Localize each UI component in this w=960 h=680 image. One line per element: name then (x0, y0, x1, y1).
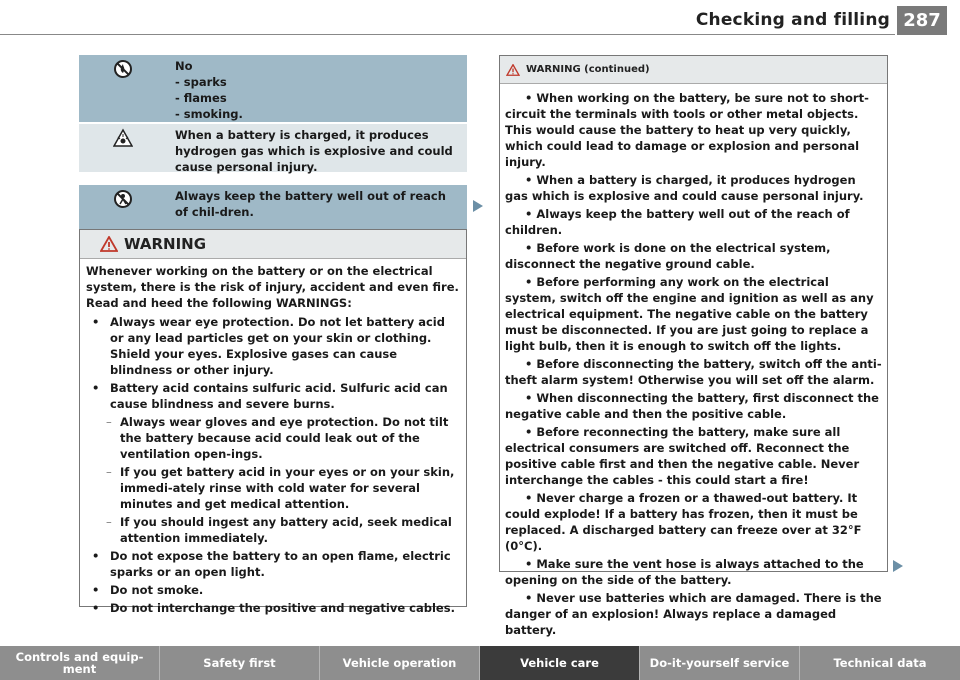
list-subitem: – If you should ingest any battery acid, seek medical attention immediately. (106, 515, 452, 545)
list-item: • Before reconnecting the battery, make sure all electrical consumers are switched off. Reconnect the positive cable first and then the negative cable. Never interchange the cables - this could start a fire! (505, 425, 860, 487)
warning-body (80, 259, 466, 616)
list-item: • When working on the battery, be sure not to short-circuit the terminals with tools or other metal objects. This would cause the battery to heat up very quickly, which could lead to damage or explosion and personal injury. (505, 91, 869, 169)
warning-title: WARNING (124, 235, 207, 253)
warning-heading (500, 56, 887, 84)
tab-technical-data[interactable]: Technical data (800, 646, 960, 680)
table-row (79, 124, 467, 172)
table-cell-text: No - sparks - flames - smoking. (167, 55, 467, 122)
list-item: • When a battery is charged, it produces hydrogen gas which is explosive and could cause personal injury. (505, 173, 864, 203)
no-fire-icon (113, 59, 133, 79)
header-rule (0, 34, 895, 35)
table-cell-text: When a battery is charged, it produces hydrogen gas which is explosive and could cause personal injury. (167, 124, 467, 172)
table-cell-text: Always keep the battery well out of reach of chil-dren. (167, 185, 467, 230)
list-item: • Before performing any work on the electrical system, switch off the engine and ignition as well as any electrical equipment. The negative cable on the battery must be disconnected. If you are just going to replace a light bulb, then it is enough to switch off the lights. (505, 275, 874, 353)
page-number: 287 (897, 6, 947, 35)
warning-body (500, 84, 887, 638)
tab-vehicle-operation[interactable]: Vehicle operation (320, 646, 480, 680)
list-item: • Before disconnecting the battery, switch off the anti-theft alarm system! Otherwise you will set off the alarm. (505, 357, 882, 387)
footer-nav (0, 646, 960, 680)
section-title: Checking and filling (695, 10, 890, 30)
warning-triangle-icon (506, 64, 520, 76)
table-row (79, 185, 467, 230)
warning-heading (80, 230, 466, 259)
icon-cell (79, 55, 167, 122)
continue-arrow-icon (893, 560, 903, 572)
list-item: • Do not expose the battery to an open flame, electric sparks or an open light. (92, 549, 451, 579)
keep-away-children-icon (113, 189, 133, 209)
warning-continued-box (499, 55, 888, 637)
list-item: • Do not smoke. (92, 583, 204, 597)
warning-title: WARNING (continued) (526, 63, 650, 75)
list-subitem: – Always wear gloves and eye protection. Do not tilt the battery because acid could leak out of the ventilation open-ings. (106, 415, 449, 461)
icon-cell (79, 124, 167, 172)
list-item: • Make sure the vent hose is always attached to the opening on the side of the battery. (505, 557, 864, 587)
tab-do-it-yourself-service[interactable]: Do-it-yourself service (640, 646, 800, 680)
battery-symbol-table (79, 55, 467, 230)
list-item: • Never charge a frozen or a thawed-out battery. It could explode! If a battery has frozen, then it must be replaced. A discharged battery can freeze over at 32°F (0°C). (505, 491, 862, 553)
list-item: • When disconnecting the battery, first disconnect the negative cable and then the positive cable. (505, 391, 879, 421)
icon-cell (79, 185, 167, 230)
list-item: • Always keep the battery well out of the reach of children. (505, 207, 850, 237)
tab-controls-and-equipment[interactable]: Controls and equip-ment (0, 646, 160, 680)
warning-triangle-icon (100, 236, 118, 252)
list-item: • Before work is done on the electrical system, disconnect the negative ground cable. (505, 241, 831, 271)
warning-intro: Whenever working on the battery or on the electrical system, there is the risk of injury, accident and even fire. Read and heed the following WARNINGS: (86, 264, 459, 310)
tab-vehicle-care[interactable]: Vehicle care (480, 646, 640, 680)
table-row (79, 55, 467, 122)
explosive-gas-icon (113, 128, 133, 148)
continue-arrow-icon (473, 200, 483, 212)
list-item: • Battery acid contains sulfuric acid. Sulfuric acid can cause blindness and severe burns. (92, 381, 448, 411)
warning-box (79, 229, 467, 615)
list-subitem: – If you get battery acid in your eyes or on your skin, immedi-ately rinse with cold water for several minutes and get medical attention. (106, 465, 455, 511)
list-item: • Always wear eye protection. Do not let battery acid or any lead particles get on your skin or clothing. Shield your eyes. Explosive gases can cause blindness or other injury. (92, 315, 445, 377)
list-item: • Never use batteries which are damaged. There is the danger of an explosion! Always replace a damaged battery. (505, 591, 882, 637)
list-item: • Do not interchange the positive and negative cables. (92, 601, 455, 615)
tab-safety-first[interactable]: Safety first (160, 646, 320, 680)
